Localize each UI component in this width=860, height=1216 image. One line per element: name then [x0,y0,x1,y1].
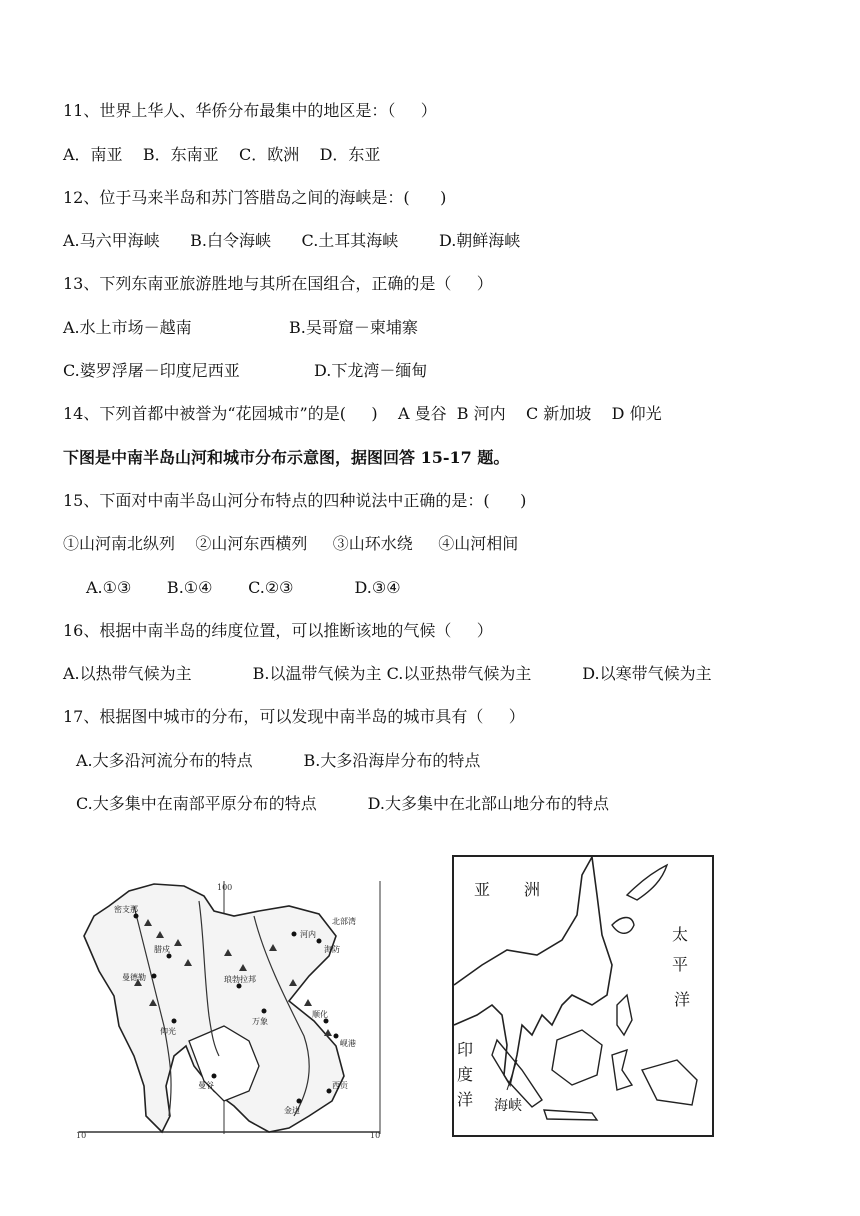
city-label: 仰光 [160,1027,176,1036]
city-dot [134,914,139,919]
city-label: 金边 [284,1106,300,1115]
question-17: 17、根据图中城市的分布，可以发现中南半岛的城市具有（ ） [63,707,525,726]
question-17-options-cd: C.大多集中在南部平原分布的特点 D.大多集中在北部山地分布的特点 [76,794,609,813]
tick-100-label: 100 [217,883,233,892]
southeast-asia-map [452,855,714,1137]
city-dot [324,1019,329,1024]
question-16-options: A.以热带气候为主 B.以温带气候为主 C.以亚热带气候为主 D.以寒带气候为主 [63,664,712,683]
label-pacific-1: 太 [672,925,689,944]
city-label: 腊戍 [154,945,170,954]
label-strait: 海峡 [494,1098,522,1114]
label-indian-2: 度 [457,1065,474,1084]
city-label: 密支那 [114,905,138,914]
city-label: 顺化 [312,1010,328,1019]
question-12-options: A.马六甲海峡 B.白令海峡 C.土耳其海峡 D.朝鲜海峡 [63,231,521,250]
label-asia-1: 亚 [474,880,491,899]
city-dot [334,1034,339,1039]
city-label: 曼谷 [198,1081,214,1090]
city-dot [317,939,322,944]
city-label: 琅勃拉邦 [224,975,256,984]
question-15-options: A.①③ B.①④ C.②③ D.③④ [86,578,401,597]
tick-10-right-label: 10 [370,1131,381,1140]
question-12: 12、位于马来半岛和苏门答腊岛之间的海峡是：( ) [63,188,447,207]
city-dot [292,932,297,937]
question-15-statements: ①山河南北纵列 ②山河东西横列 ③山环水绕 ④山河相间 [63,534,519,553]
city-dot [172,1019,177,1024]
question-13-option-b: B.吴哥窟－柬埔寨 [289,318,418,337]
city-dot [327,1089,332,1094]
question-17-options-ab: A.大多沿河流分布的特点 B.大多沿海岸分布的特点 [76,751,481,770]
question-13: 13、下列东南亚旅游胜地与其所在国组合，正确的是（ ） [63,274,493,293]
label-asia-2: 洲 [524,880,541,899]
city-dot [237,984,242,989]
question-15: 15、下面对中南半岛山河分布特点的四种说法中正确的是：( ) [63,491,527,510]
question-11-options: A．南亚 B．东南亚 C．欧洲 D．东亚 [63,145,381,164]
question-13-option-a: A.水上市场－越南 [63,318,192,337]
city-label: 岘港 [340,1039,356,1048]
question-13-option-c: C.婆罗浮屠－印度尼西亚 [63,361,240,380]
question-16: 16、根据中南半岛的纬度位置，可以推断该地的气候（ ） [63,621,493,640]
city-dot [262,1009,267,1014]
city-label: 曼德勒 [122,973,146,982]
label-indian-1: 印 [457,1040,474,1059]
label-indian-3: 洋 [457,1090,474,1109]
question-13-option-d: D.下龙湾－缅甸 [314,361,428,380]
question-11: 11、世界上华人、华侨分布最集中的地区是：（ ） [63,101,437,120]
label-pacific-2: 平 [672,955,689,974]
indochina-map [74,876,394,1146]
city-dot [212,1074,217,1079]
city-label: 河内 [300,930,316,939]
city-dot [297,1099,302,1104]
tick-10-left-label: 10 [76,1131,87,1140]
city-dot [167,954,172,959]
label-pacific-3: 洋 [674,990,691,1009]
city-dot [152,974,157,979]
figure-intro: 下图是中南半岛山河和城市分布示意图，据图回答 15-17 题。 [63,448,510,467]
gulf-label: 北部湾 [332,917,356,926]
city-label: 西贡 [332,1081,348,1090]
city-label: 海防 [324,945,340,954]
city-label: 万象 [252,1017,268,1026]
question-14: 14、下列首都中被誉为“花园城市”的是( ) A 曼谷 B 河内 C 新加坡 D 仰光 [63,404,662,423]
